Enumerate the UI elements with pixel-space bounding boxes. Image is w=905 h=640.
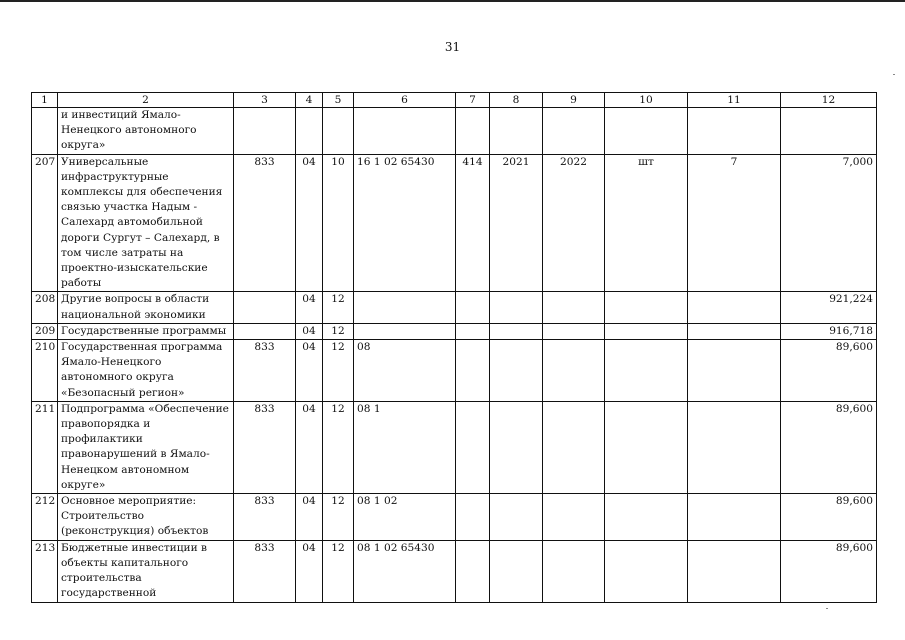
scan-speck [826,608,828,609]
column-header: 1 [32,93,58,108]
column-header: 2 [58,93,234,108]
start-year-cell [490,540,543,602]
unit-cell: шт [605,154,688,292]
row-name-line: работы [61,277,102,290]
capacity-cell [688,323,781,339]
row-name-line: правонарушений в Ямало- [61,448,210,461]
row-name-line: Ненецкого автономного [61,124,197,137]
row-number-cell: 207 [32,154,58,292]
page-number: 31 [444,40,461,54]
amount-cell: 89,600 [781,494,877,541]
target-article-cell: 08 1 02 [354,494,456,541]
table-row [32,323,877,339]
section-cell: 04 [296,154,323,292]
expense-type-cell [456,292,490,323]
row-name-line: и инвестиций Ямало- [61,109,181,121]
row-name-line: том числе затраты на [61,246,184,259]
end-year-cell [543,340,605,402]
expense-type-cell [456,401,490,493]
column-header: 8 [490,93,543,108]
column-header: 12 [781,93,877,108]
expense-type-cell [456,540,490,602]
subsection-cell: 12 [323,540,354,602]
scan-speck [893,74,895,75]
row-name-line: проектно-изыскательские [61,262,208,275]
ministry-code-cell: 833 [234,540,296,602]
expense-type-cell: 414 [456,154,490,292]
row-name-line: Подпрограмма «Обеспечение [61,402,229,415]
subsection-cell: 12 [323,323,354,339]
capacity-cell [688,108,781,155]
row-name-line: связью участка Надым - [61,201,198,214]
end-year-cell [543,540,605,602]
unit-cell [605,540,688,602]
start-year-cell [490,494,543,541]
target-article-cell: 08 1 02 65430 [354,540,456,602]
row-name-line: Ямало-Ненецкого [61,356,162,369]
row-name-cell [58,154,234,292]
column-header: 9 [543,93,605,108]
section-cell: 04 [296,323,323,339]
target-article-cell: 16 1 02 65430 [354,154,456,292]
table-row [32,540,877,602]
row-name-line: объекты капитального [61,556,189,569]
table-row [32,340,877,402]
unit-cell [605,108,688,155]
target-article-cell [354,108,456,155]
row-name-line: профилактики [61,433,143,446]
ministry-code-cell [234,108,296,155]
row-name-line: национальной экономики [61,308,206,321]
amount-cell: 89,600 [781,340,877,402]
amount-cell: 921,224 [781,292,877,323]
row-name-line: инфраструктурные [61,170,169,183]
row-name-cell [58,540,234,602]
row-name-line: Салехард автомобильной [61,216,203,229]
column-header: 6 [354,93,456,108]
row-name-line: Государственная программа [61,341,223,354]
row-number-cell: 209 [32,323,58,339]
subsection-cell: 12 [323,401,354,493]
ministry-code-cell: 833 [234,154,296,292]
end-year-cell [543,292,605,323]
row-name-cell [58,292,234,323]
row-name-line: «Безопасный регион» [61,386,185,399]
row-name-line: Универсальные [61,155,149,168]
row-name-cell [58,494,234,541]
row-name-line: комплексы для обеспечения [61,186,223,199]
target-article-cell: 08 [354,340,456,402]
row-number-cell: 208 [32,292,58,323]
column-header: 7 [456,93,490,108]
amount-cell: 89,600 [781,540,877,602]
expense-type-cell [456,323,490,339]
row-number-cell: 212 [32,494,58,541]
table-row [32,292,877,323]
table-row [32,401,877,493]
ministry-code-cell: 833 [234,401,296,493]
capacity-cell [688,494,781,541]
row-name-line: дороги Сургут – Салехард, в [61,231,220,244]
row-number-cell: 211 [32,401,58,493]
section-cell: 04 [296,340,323,402]
subsection-cell: 12 [323,494,354,541]
row-name-line: (реконструкция) объектов [61,525,209,538]
amount-cell: 89,600 [781,401,877,493]
start-year-cell: 2021 [490,154,543,292]
row-name-line: Бюджетные инвестиции в [61,541,208,554]
unit-cell [605,323,688,339]
expense-type-cell [456,108,490,155]
section-cell [296,108,323,155]
column-header: 4 [296,93,323,108]
target-article-cell [354,323,456,339]
row-name-line: округа» [61,139,106,152]
column-header: 3 [234,93,296,108]
subsection-cell: 12 [323,340,354,402]
end-year-cell [543,108,605,155]
start-year-cell [490,292,543,323]
subsection-cell: 12 [323,292,354,323]
row-name-line: Государственные программы [61,324,227,337]
row-name-line: округе» [61,478,106,491]
scan-top-edge [0,0,905,2]
column-header: 10 [605,93,688,108]
row-number-cell: 213 [32,540,58,602]
end-year-cell [543,401,605,493]
end-year-cell: 2022 [543,154,605,292]
end-year-cell [543,494,605,541]
subsection-cell [323,108,354,155]
row-name-cell [58,108,234,155]
table-body [32,108,877,603]
start-year-cell [490,340,543,402]
row-name-line: строительства [61,572,142,585]
column-header: 11 [688,93,781,108]
row-name-cell [58,323,234,339]
budget-table [31,92,877,603]
table-header-row [32,93,877,108]
capacity-cell: 7 [688,154,781,292]
ministry-code-cell: 833 [234,494,296,541]
row-name-line: правопорядка и [61,418,151,431]
row-name-line: автономного округа [61,371,174,384]
section-cell: 04 [296,292,323,323]
subsection-cell: 10 [323,154,354,292]
unit-cell [605,494,688,541]
capacity-cell [688,292,781,323]
unit-cell [605,401,688,493]
section-cell: 04 [296,401,323,493]
amount-cell: 916,718 [781,323,877,339]
row-name-line: Другие вопросы в области [61,293,210,306]
section-cell: 04 [296,540,323,602]
start-year-cell [490,323,543,339]
amount-cell [781,108,877,155]
row-name-line: Ненецком автономном [61,463,190,476]
row-name-line: государственной [61,587,157,600]
row-number-cell: 210 [32,340,58,402]
ministry-code-cell [234,292,296,323]
capacity-cell [688,540,781,602]
row-name-line: Строительство [61,510,144,523]
expense-type-cell [456,340,490,402]
target-article-cell [354,292,456,323]
table-row [32,154,877,292]
amount-cell: 7,000 [781,154,877,292]
unit-cell [605,292,688,323]
target-article-cell: 08 1 [354,401,456,493]
row-number-cell [32,108,58,155]
expense-type-cell [456,494,490,541]
section-cell: 04 [296,494,323,541]
ministry-code-cell: 833 [234,340,296,402]
start-year-cell [490,108,543,155]
capacity-cell [688,401,781,493]
column-header: 5 [323,93,354,108]
capacity-cell [688,340,781,402]
row-name-cell [58,340,234,402]
ministry-code-cell [234,323,296,339]
start-year-cell [490,401,543,493]
unit-cell [605,340,688,402]
table-row [32,494,877,541]
row-name-line: Основное мероприятие: [61,495,197,508]
row-name-cell [58,401,234,493]
end-year-cell [543,323,605,339]
table-row [32,108,877,155]
